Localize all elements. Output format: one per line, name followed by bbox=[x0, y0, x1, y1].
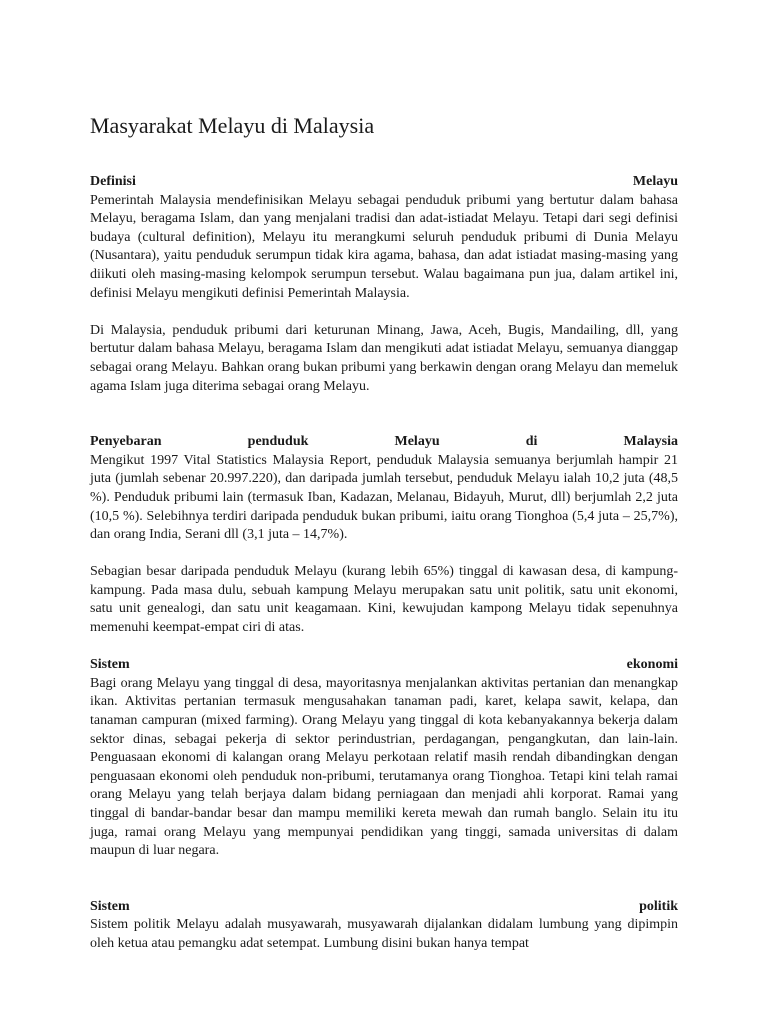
paragraph: Mengikut 1997 Vital Statistics Malaysia Report, penduduk Malaysia semuanya berjumlah hampir 21 juta (jumlah sebenar 20.997.220), dan daripada jumlah tersebut, penduduk Melayu ialah 10,2 juta (48,5 %). Penduduk pribumi lain (termasuk Iban, Kadazan, Melanau, Bidayuh, Murut, dll) berjumlah 2,2 juta (10,5 %). Selebihnya terdiri daripada penduduk bukan pribumi, iaitu orang Tionghoa (5,4 juta – 25,7%), dan orang India, Serani dll (3,1 juta – 14,7%). bbox=[90, 452, 678, 543]
document-title: Masyarakat Melayu di Malaysia bbox=[90, 113, 375, 138]
section-heading-penyebaran bbox=[90, 433, 678, 452]
heading-word: Melayu bbox=[394, 434, 440, 450]
section-heading-politik bbox=[90, 898, 678, 917]
section-heading-definisi bbox=[90, 173, 678, 192]
heading-word: penduduk bbox=[247, 434, 309, 450]
section-heading-ekonomi bbox=[90, 656, 678, 675]
paragraph: Sistem politik Melayu adalah musyawarah, musyawarah dijalankan didalam lumbung yang dipimpin oleh ketua atau pemangku adat setempat. Lumbung disini bukan hanya tempat bbox=[90, 917, 678, 951]
heading-word: Sistem bbox=[90, 898, 130, 914]
heading-word: ekonomi bbox=[626, 657, 678, 673]
heading-word: politik bbox=[639, 898, 678, 914]
document-body bbox=[90, 173, 678, 954]
heading-word: Sistem bbox=[90, 657, 130, 673]
heading-word: di bbox=[525, 434, 538, 450]
paragraph: Sebagian besar daripada penduduk Melayu (kurang lebih 65%) tinggal di kawasan desa, di kampung-kampung. Pada masa dulu, sebuah kampung Melayu merupakan satu unit politik, satu unit ekonomi, satu unit genealogi, dan satu unit keagamaan. Kini, kewujudan kampong Melayu tidak sepenuhnya memenuhi keempat-empat ciri di atas. bbox=[90, 564, 678, 636]
paragraph: Bagi orang Melayu yang tinggal di desa, mayoritasnya menjalankan aktivitas pertanian dan menangkap ikan. Aktivitas pertanian termasuk mengusahakan tanaman padi, karet, kelapa sawit, kelapa, dan tanaman campuran (mixed farming). Orang Melayu yang tinggal di kota kebanyakannya bekerja dalam sektor dinas, sebagai pekerja di sektor perindustrian, perdagangan, pengangkutan, dan lain-lain. Penguasaan ekonomi di kalangan orang Melayu perkotaan relatif masih rendah dibandingkan dengan penguasaan ekonomi oleh penduduk non-pribumi, terutamanya orang Tionghoa. Tetapi kini telah ramai orang Melayu yang telah berjaya dalam bidang perniagaan dan menjadi ahli korporat. Ramai yang tinggal di bandar-bandar besar dan mampu memiliki kereta mewah dan rumah banglo. Selain itu itu juga, ramai orang Melayu yang mempunyai pendidikan yang tinggi, samada universitas di dalam maupun di luar negara. bbox=[90, 675, 678, 859]
heading-word: Penyebaran bbox=[90, 434, 162, 450]
heading-word: Definisi bbox=[90, 174, 136, 189]
heading-word: Melayu bbox=[632, 174, 678, 189]
heading-word: Malaysia bbox=[623, 434, 678, 450]
paragraph: Pemerintah Malaysia mendefinisikan Melayu sebagai penduduk pribumi yang bertutur dalam bahasa Melayu, beragama Islam, dan yang menjalani tradisi dan adat-istiadat Melayu. Tetapi dari segi definisi budaya (cultural definition), Melayu itu merangkumi seluruh penduduk pribumi di Dunia Melayu (Nusantara), yaitu penduduk serumpun tidak kira agama, bahasa, dan adat istiadat masing-masing yang diikuti oleh masing-masing kelompok serumpun tersebut. Walau bagaimana pun jua, dalam artikel ini, definisi Melayu mengikuti definisi Pemerintah Malaysia. bbox=[90, 192, 678, 301]
paragraph: Di Malaysia, penduduk pribumi dari keturunan Minang, Jawa, Aceh, Bugis, Mandailing, dll, yang bertutur dalam bahasa Melayu, beragama Islam dan mengikuti adat istiadat Melayu, semuanya dianggap sebagai orang Melayu. Bahkan orang bukan pribumi yang berkawin dengan orang Melayu dan memeluk agama Islam juga diterima sebagai orang Melayu. bbox=[90, 322, 678, 394]
